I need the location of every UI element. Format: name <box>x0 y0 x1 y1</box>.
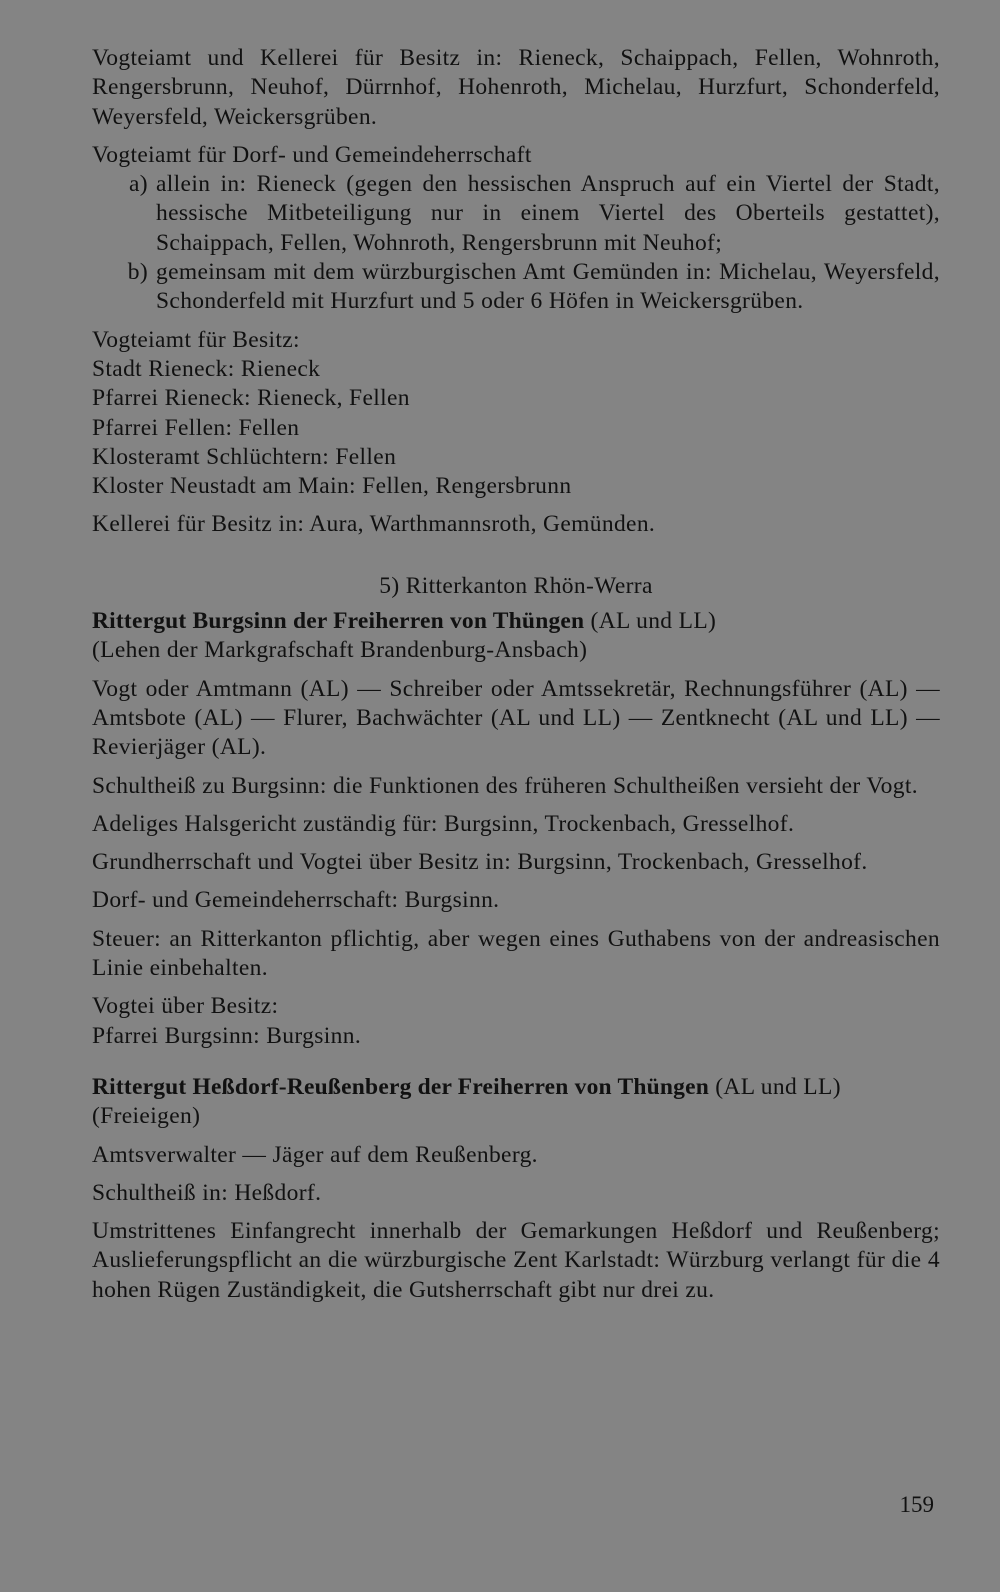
rittergut-hessdorf-subtitle: (Freieigen) <box>92 1103 201 1130</box>
list-text-a: allein in: Rieneck (gegen den hessischen Anspruch auf ein Viertel der Stadt, hessische Mitbeteiligung nur in einem Viertel des Oberteils gestattet), Schaippach, Fellen, Wohnroth, Rengersbrunn mit Neuhof; <box>156 171 940 256</box>
text-column <box>92 44 940 1305</box>
kellerei-line: Kellerei für Besitz in: Aura, Warthmannsroth, Gemünden. <box>92 511 656 538</box>
rittergut-burgsinn-subtitle: (Lehen der Markgrafschaft Brandenburg-Ansbach) <box>92 637 588 664</box>
besitz-line: Stadt Rieneck: Rieneck <box>92 355 321 382</box>
rittergut-hessdorf-title-rest: (AL und LL) <box>708 1073 841 1100</box>
paragraph-dorfherrschaft-head: Vogteiamt für Dorf- und Gemeindeherrschaft <box>92 141 532 168</box>
burgsinn-paragraph: Grundherrschaft und Vogtei über Besitz in: Burgsinn, Trockenbach, Gresselhof. <box>92 849 868 876</box>
section-title: 5) Ritterkanton Rhön-Werra <box>379 572 653 599</box>
rittergut-burgsinn-title-rest: (AL und LL) <box>584 608 717 635</box>
hessdorf-paragraph: Umstrittenes Einfangrecht innerhalb der Gemarkungen Heßdorf und Reußenberg; Auslieferungspflicht an die würzburgische Zent Karlstadt: Würzburg verlangt für die 4 hohen Rügen Zuständigkeit, die Gutsherrschaft gibt nur drei zu. <box>92 1218 940 1303</box>
besitz-line: Pfarrei Fellen: Fellen <box>92 414 300 441</box>
besitz-line: Pfarrei Rieneck: Rieneck, Fellen <box>92 385 410 412</box>
list-text-b: gemeinsam mit dem würzburgischen Amt Gemünden in: Michelau, Weyersfeld, Schonderfeld mit Hurzfurt und 5 oder 6 Höfen in Weickersgrüben. <box>156 259 940 315</box>
burgsinn-vogtei-line: Pfarrei Burgsinn: Burgsinn. <box>92 1022 362 1049</box>
page-number: 159 <box>899 1492 934 1517</box>
burgsinn-vogtei-head: Vogtei über Besitz: <box>92 993 279 1020</box>
rittergut-hessdorf-title-bold: Rittergut Heßdorf-Reußenberg der Freiherren von Thüngen <box>92 1073 709 1100</box>
burgsinn-paragraph: Adeliges Halsgericht zuständig für: Burgsinn, Trockenbach, Gresselhof. <box>92 810 795 837</box>
hessdorf-paragraph: Amtsverwalter — Jäger auf dem Reußenberg. <box>92 1141 538 1168</box>
rittergut-burgsinn-title-bold: Rittergut Burgsinn der Freiherren von Thüngen <box>92 608 585 635</box>
burgsinn-paragraph: Schultheiß zu Burgsinn: die Funktionen des früheren Schultheißen versieht der Vogt. <box>92 772 918 799</box>
rittergut-hessdorf-title <box>92 1073 940 1102</box>
rittergut-burgsinn-title <box>92 607 940 636</box>
list-item-b <box>92 258 940 317</box>
besitz-head: Vogteiamt für Besitz: <box>92 326 300 353</box>
list-label-b: b) <box>127 259 148 286</box>
list-label-a: a) <box>129 171 148 198</box>
besitz-line: Klosteramt Schlüchtern: Fellen <box>92 443 397 470</box>
burgsinn-paragraph: Vogt oder Amtmann (AL) — Schreiber oder Amtssekretär, Rechnungsführer (AL) — Amtsbote (AL) — Flurer, Bachwächter (AL und LL) — Zentknecht (AL und LL) — Revierjäger (AL). <box>92 675 940 761</box>
list-item-a <box>92 170 940 258</box>
besitz-line: Kloster Neustadt am Main: Fellen, Rengersbrunn <box>92 473 572 500</box>
paragraph-vogteiamt-kellerei: Vogteiamt und Kellerei für Besitz in: Rieneck, Schaippach, Fellen, Wohnroth, Rengersbrunn, Neuhof, Dürrnhof, Hohenroth, Michelau, Hurzfurt, Schonderfeld, Weyersfeld, Weickersgrüben. <box>92 45 940 130</box>
burgsinn-paragraph: Dorf- und Gemeindeherrschaft: Burgsinn. <box>92 887 500 914</box>
burgsinn-paragraph: Steuer: an Ritterkanton pflichtig, aber wegen eines Guthabens von der andreasischen Linie einbehalten. <box>92 925 940 982</box>
hessdorf-paragraph: Schultheiß in: Heßdorf. <box>92 1179 322 1206</box>
